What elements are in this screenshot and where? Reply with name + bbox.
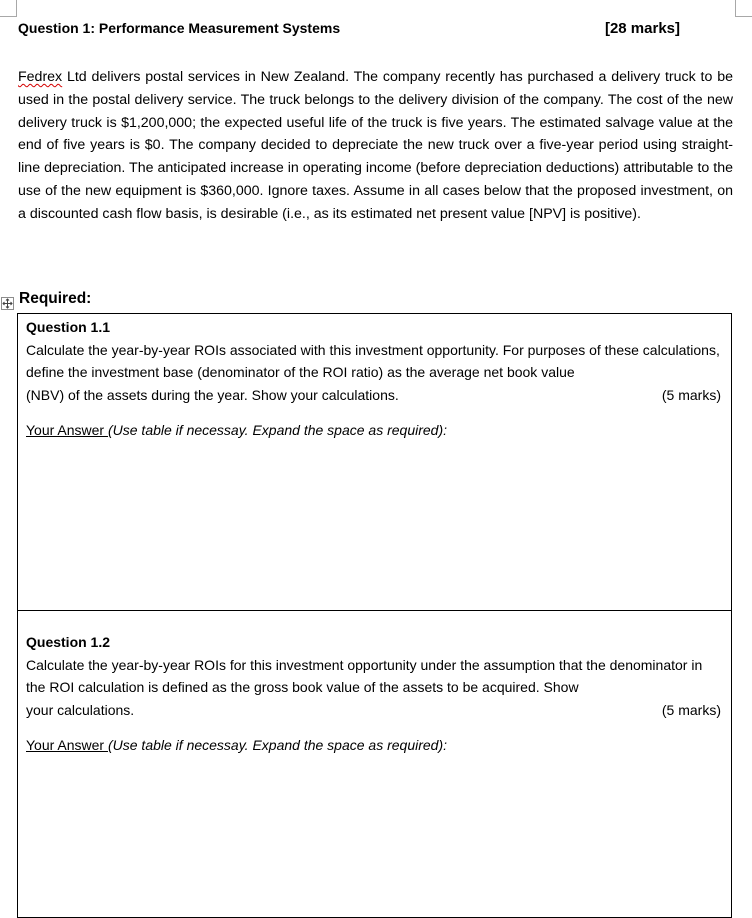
page-corner-top-left (0, 0, 17, 17)
question-1-1-text: Calculate the year-by-year ROIs associated with this investment opportunity. For purposes of these calculations, define the investment base (denominator of the ROI ratio) as the average net book value (26, 341, 720, 380)
table-row (18, 314, 732, 611)
question-1-1-answer-area[interactable] (26, 442, 723, 602)
page-corner-top-right (735, 0, 752, 17)
question-1-1-last-line: (NBV) of the assets during the year. Show your calculations. (26, 386, 399, 403)
question-title: Question 1: Performance Measurement Systems (18, 20, 341, 36)
question-1-2-answer-hint: (Use table if necessay. Expand the space as required): (107, 737, 448, 753)
company-name: Fedrex (18, 69, 63, 85)
question-1-2-marks: (5 marks) (661, 701, 721, 718)
question-1-2-answer-area[interactable] (26, 757, 723, 917)
question-1-2-cell[interactable] (18, 611, 732, 918)
question-1-1-marks: (5 marks) (661, 386, 721, 403)
question-1-1-label: Question 1.1 (26, 319, 111, 335)
question-marks: [28 marks] (604, 20, 680, 37)
question-1-1-cell[interactable] (18, 314, 732, 611)
required-label: Required: (19, 290, 92, 307)
question-1-1-answer-prompt (26, 419, 723, 442)
table-move-handle-icon[interactable] (1, 297, 14, 310)
intro-paragraph (18, 66, 733, 226)
table-row (18, 611, 732, 918)
intro-text: Ltd delivers postal services in New Zealand. The company recently has purchased a delivery truck to be used in the postal delivery service. The truck belongs to the delivery division of the company. The cost of the new delivery truck is $1,200,000; the expected useful life of the truck is five years. The estimated salvage value at the end of five years is $0. The company decided to depreciate the new truck over a five-year period using straight-line depreciation. The anticipated increase in operating income (before depreciation deductions) attributable to the use of the new equipment is $360,000. Ignore taxes. Assume in all cases below that the proposed investment, on a discounted cash flow basis, is desirable (i.e., as its estimated net present value [NPV] is positive). (18, 69, 733, 222)
question-1-1-answer-label: Your Answer (26, 422, 108, 438)
question-1-2-text: Calculate the year-by-year ROIs for this investment opportunity under the assumption that the denominator in the ROI calculation is defined as the gross book value of the assets to be acquired. Show (26, 656, 703, 695)
question-1-2-last-line: your calculations. (26, 701, 135, 718)
questions-table (17, 313, 732, 918)
question-1-1-answer-hint: (Use table if necessay. Expand the space as required): (107, 422, 448, 438)
question-1-2-answer-label: Your Answer (26, 737, 108, 753)
question-1-2-label: Question 1.2 (26, 634, 111, 650)
question-1-2-answer-prompt (26, 734, 723, 757)
